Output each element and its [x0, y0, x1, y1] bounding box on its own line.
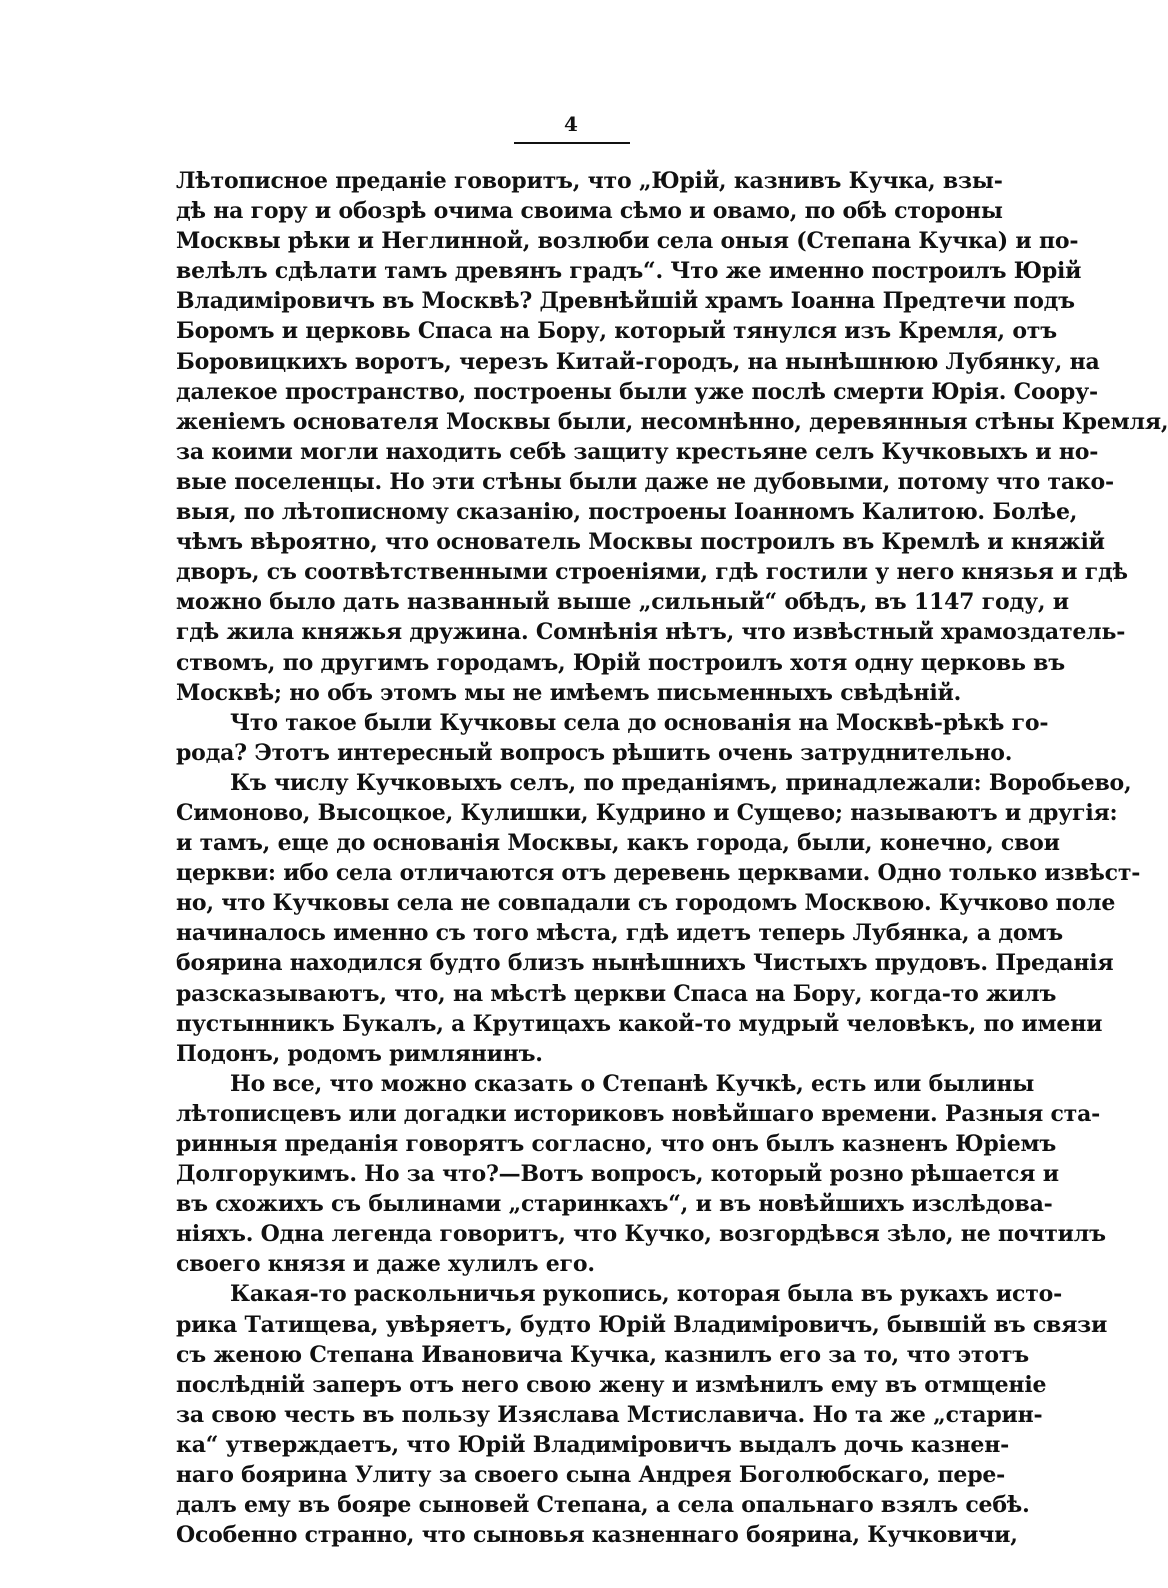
- text-line: начиналось именно съ того мѣста, гдѣ идетъ теперь Лубянка, а домъ: [176, 920, 1063, 947]
- text-line: вые поселенцы. Но эти стѣны были даже не дубовыми, потому что тако-: [176, 468, 1114, 495]
- text-line: и тамъ, еще до основанія Москвы, какъ города, были, конечно, свои: [176, 830, 1060, 857]
- document-page: [176, 0, 1168, 1588]
- text-line: дѣ на гору и обозрѣ очима своима сѣмо и овамо, по обѣ стороны: [176, 198, 1003, 225]
- text-line: съ женою Степана Ивановича Кучка, казнилъ его за то, что этотъ: [176, 1341, 1029, 1368]
- text-line: пустынникъ Букалъ, а Крутицахъ какой-то мудрый человѣкъ, по имени: [176, 1010, 1103, 1037]
- text-line: Какая-то раскольничья рукопись, которая была въ рукахъ исто-: [230, 1281, 1063, 1308]
- text-line: послѣдній заперъ отъ него свою жену и измѣнилъ ему въ отмщеніе: [176, 1371, 1047, 1398]
- text-line: наго боярина Улиту за своего сына Андрея Боголюбскаго, пере-: [176, 1462, 1006, 1489]
- text-line: велѣлъ сдѣлати тамъ древянъ градъ“. Что же именно построилъ Юрій: [176, 258, 1082, 285]
- text-line: лѣтописцевъ или догадки историковъ новѣйшаго времени. Разныя ста-: [176, 1100, 1101, 1127]
- text-line: но, что Кучковы села не совпадали съ городомъ Москвою. Кучково поле: [176, 890, 1116, 917]
- text-line: далъ ему въ бояре сыновей Степана, а села опальнаго взялъ себѣ.: [176, 1492, 1030, 1519]
- text-line: Лѣтописное преданіе говоритъ, что „Юрій, казнивъ Кучка, взы-: [176, 168, 1003, 194]
- text-line: гдѣ жила княжья дружина. Сомнѣнія нѣтъ, что извѣстный храмоздатель-: [176, 619, 1126, 646]
- text-line: Москвы рѣки и Неглинной, возлюби села оныя (Степана Кучка) и по-: [176, 228, 1079, 255]
- text-line: Особенно странно, что сыновья казненнаго боярина, Кучковичи,: [176, 1522, 1018, 1549]
- text-line: за свою честь въ пользу Изяслава Мстиславича. Но та же „старин-: [176, 1401, 1043, 1428]
- text-line: Владиміровичъ въ Москвѣ? Древнѣйшій храмъ Іоанна Предтечи подъ: [176, 288, 1075, 315]
- text-line: ствомъ, по другимъ городамъ, Юрій построилъ хотя одну церковь въ: [176, 649, 1065, 676]
- text-line: своего князя и даже хулилъ его.: [176, 1251, 595, 1278]
- text-line: можно было дать названный выше „сильный“ обѣдъ, въ 1147 году, и: [176, 589, 1069, 616]
- text-line: Но все, что можно сказать о Степанѣ Кучкѣ, есть или былины: [230, 1070, 1035, 1097]
- text-line: Долгорукимъ. Но за что?—Вотъ вопросъ, который розно рѣшается и: [176, 1161, 1059, 1188]
- text-line: Что такое были Кучковы села до основанія на Москвѣ-рѣкѣ го-: [230, 709, 1049, 736]
- body-text: [176, 166, 1168, 1550]
- text-line: церкви: ибо села отличаются отъ деревень церквами. Одно только извѣст-: [176, 860, 1141, 887]
- text-line: выя, по лѣтописному сказанію, построены Іоанномъ Калитою. Болѣе,: [176, 499, 1078, 526]
- text-line: разсказываютъ, что, на мѣстѣ церкви Спаса на Бору, когда-то жилъ: [176, 980, 1057, 1007]
- text-line: Подонъ, родомъ римлянинъ.: [176, 1040, 543, 1067]
- text-line: Боромъ и церковь Спаса на Бору, который тянулся изъ Кремля, отъ: [176, 318, 1057, 345]
- text-line: ринныя преданія говорятъ согласно, что онъ былъ казненъ Юріемъ: [176, 1131, 1057, 1157]
- text-line: Къ числу Кучковыхъ селъ, по преданіямъ, принадлежали: Воробьево,: [230, 769, 1132, 796]
- page-number: 4: [564, 112, 578, 136]
- text-line: Боровицкихъ воротъ, черезъ Китай-городъ, на нынѣшнюю Лубянку, на: [176, 348, 1100, 375]
- text-line: ніяхъ. Одна легенда говоритъ, что Кучко, возгордѣвся зѣло, не почтилъ: [176, 1221, 1106, 1248]
- text-line: дворъ, съ соотвѣтственными строеніями, гдѣ гостили у него князья и гдѣ: [176, 559, 1128, 586]
- text-line: Симоново, Высоцкое, Кулишки, Кудрино и Сущево; называютъ и другія:: [176, 799, 1118, 826]
- text-line: рика Татищева, увѣряетъ, будто Юрій Владиміровичъ, бывшій въ связи: [176, 1311, 1108, 1338]
- text-line: ка“ утверждаетъ, что Юрій Владиміровичъ выдалъ дочь казнен-: [176, 1431, 1010, 1458]
- text-line: Москвѣ; но объ этомъ мы не имѣемъ письменныхъ свѣдѣній.: [176, 679, 962, 706]
- text-line: рода? Этотъ интересный вопросъ рѣшить очень затруднительно.: [176, 739, 1013, 766]
- page-number-rule: [514, 142, 630, 144]
- text-line: далекое пространство, построены были уже послѣ смерти Юрія. Соору-: [176, 378, 1098, 405]
- text-line: въ схожихъ съ былинами „старинкахъ“, и въ новѣйшихъ изслѣдова-: [176, 1191, 1053, 1218]
- text-line: боярина находился будто близъ нынѣшнихъ Чистыхъ прудовъ. Преданія: [176, 950, 1114, 977]
- text-line: чѣмъ вѣроятно, что основатель Москвы построилъ въ Кремлѣ и княжій: [176, 529, 1105, 556]
- text-line: за коими могли находить себѣ защиту крестьяне селъ Кучковыхъ и но-: [176, 438, 1099, 465]
- text-line: женіемъ основателя Москвы были, несомнѣнно, деревянныя стѣны Кремля,: [176, 408, 1168, 435]
